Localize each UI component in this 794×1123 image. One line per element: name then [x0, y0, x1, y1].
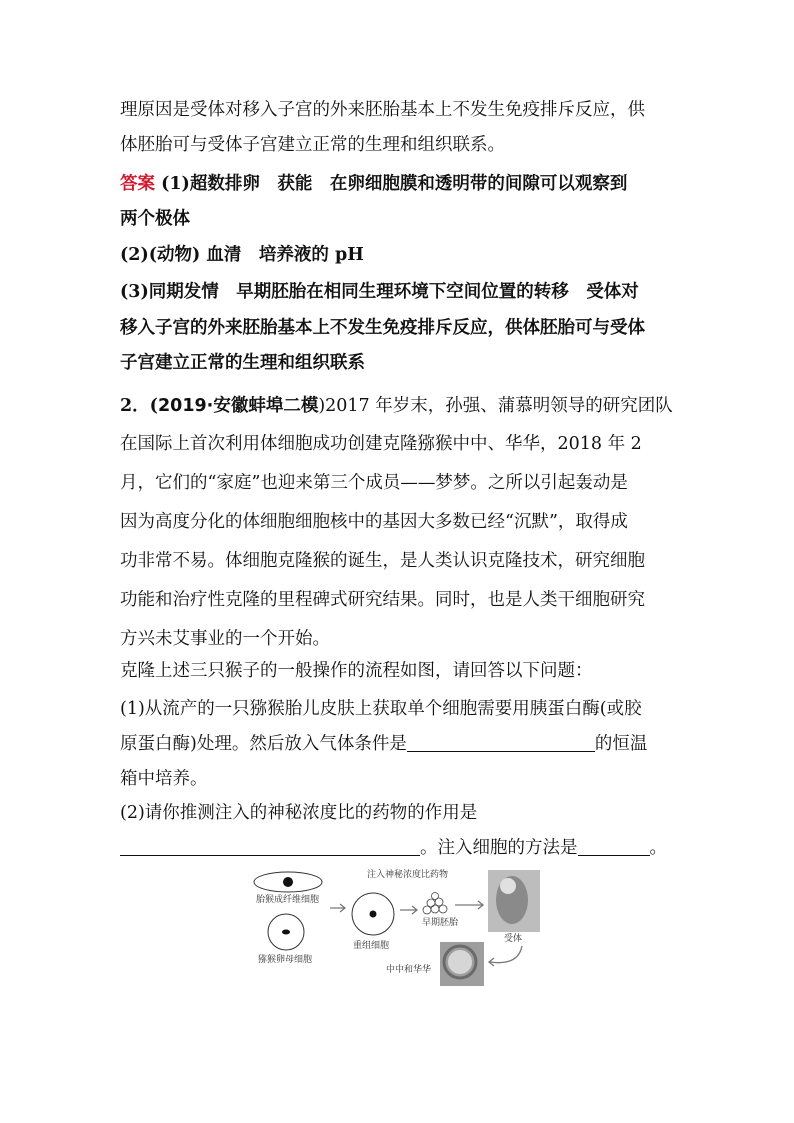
- text-line-21: [120, 836, 667, 860]
- label-oocyte: 猕猴卵母细胞: [258, 955, 313, 965]
- text-line-12: 因为高度分化的体细胞细胞核中的基因大多数已经“沉默”，取得成: [120, 512, 628, 532]
- recipient-monkey-face: [500, 878, 516, 894]
- text-line-10: 在国际上首次利用体细胞成功创建克隆猕猴中中、华华，2018 年 2: [120, 434, 642, 454]
- answer-blank-gas-condition[interactable]: [407, 733, 595, 752]
- text-line-16: 克隆上述三只猴子的一般操作的流程如图，请回答以下问题：: [120, 661, 593, 681]
- answer-part-1: (1)超数排卵 获能 在卵细胞膜和透明带的间隙可以观察到: [161, 174, 628, 194]
- answer-line-4: (3)同期发情 早期胚胎在相同生理环境下空间位置的转移 受体对: [120, 282, 639, 302]
- label-reconstructed: 重组细胞: [353, 941, 390, 951]
- reconstructed-nucleus: [370, 911, 377, 918]
- text-line-17: (1)从流产的一只猕猴胎儿皮肤上获取单个细胞需要用胰蛋白酶(或胶: [120, 699, 642, 719]
- text-line-20: (2)请你推测注入的神秘浓度比的药物的作用是: [120, 803, 478, 823]
- label-fibroblast: 胎猴成纤维细胞: [256, 895, 320, 905]
- answer-line-5: 移入子宫的外来胚胎基本上不发生免疫排斥反应，供体胚胎可与受体: [120, 318, 645, 338]
- offspring-monkey-face: [448, 950, 472, 974]
- text-line-11: 月，它们的“家庭”也迎来第三个成员——梦梦。之所以引起轰动是: [120, 473, 628, 493]
- arrow-3: [455, 901, 483, 909]
- answer-line-3: (2)(动物) 血清 培养液的 pH: [120, 245, 364, 265]
- label-offspring: 中中和华华: [386, 965, 432, 975]
- early-embryo: [423, 893, 447, 915]
- text-line-14: 功能和治疗性克隆的里程碑式研究结果。同时，也是人类干细胞研究: [120, 590, 645, 610]
- oocyte-nucleus: [282, 930, 290, 935]
- arrow-2: [400, 906, 417, 914]
- text-line-15: 方兴未艾事业的一个开始。: [120, 629, 330, 649]
- text-line-18-b: 的恒温: [594, 734, 648, 754]
- arrow-4: [490, 946, 522, 963]
- answer-line-2: 两个极体: [120, 209, 190, 229]
- arrow-1: [330, 904, 345, 912]
- text-line-2: 体胚胎可与受体子宫建立正常的生理和组织联系。: [120, 135, 505, 155]
- label-embryo: 早期胚胎: [422, 918, 459, 928]
- answer-blank-drug-function[interactable]: [120, 837, 420, 856]
- answer-blank-injection-method[interactable]: [578, 837, 650, 856]
- label-recipient: 受体: [504, 934, 523, 944]
- question-number: 2．(: [120, 396, 158, 416]
- text-line-19: 箱中培养。: [120, 769, 208, 789]
- cloning-flow-diagram: [250, 862, 542, 990]
- question-source: 2019·安徽蚌埠二模: [157, 396, 319, 416]
- text-line-21-a: 。注入细胞的方法是: [420, 838, 578, 858]
- answer-line-6: 子宫建立正常的生理和组织联系: [120, 353, 365, 373]
- answer-line-1: [120, 172, 627, 196]
- answer-label: 答案: [120, 174, 155, 194]
- text-line-18-a: 原蛋白酶)处理。然后放入气体条件是: [120, 734, 407, 754]
- text-line-18: [120, 732, 647, 756]
- text-line-1: 理原因是受体对移入子宫的外来胚胎基本上不发生免疫排斥反应，供: [120, 100, 645, 120]
- label-inject: 注入神秘浓度比药物: [367, 870, 449, 880]
- text-line-13: 功非常不易。体细胞克隆猴的诞生，是人类认识克隆技术，研究细胞: [120, 551, 645, 571]
- fibroblast-nucleus: [283, 877, 293, 887]
- question-intro: )2017 年岁末，孙强、蒲慕明领导的研究团队: [318, 396, 673, 416]
- question-2-header: [120, 394, 673, 418]
- text-line-21-b: 。: [649, 838, 667, 858]
